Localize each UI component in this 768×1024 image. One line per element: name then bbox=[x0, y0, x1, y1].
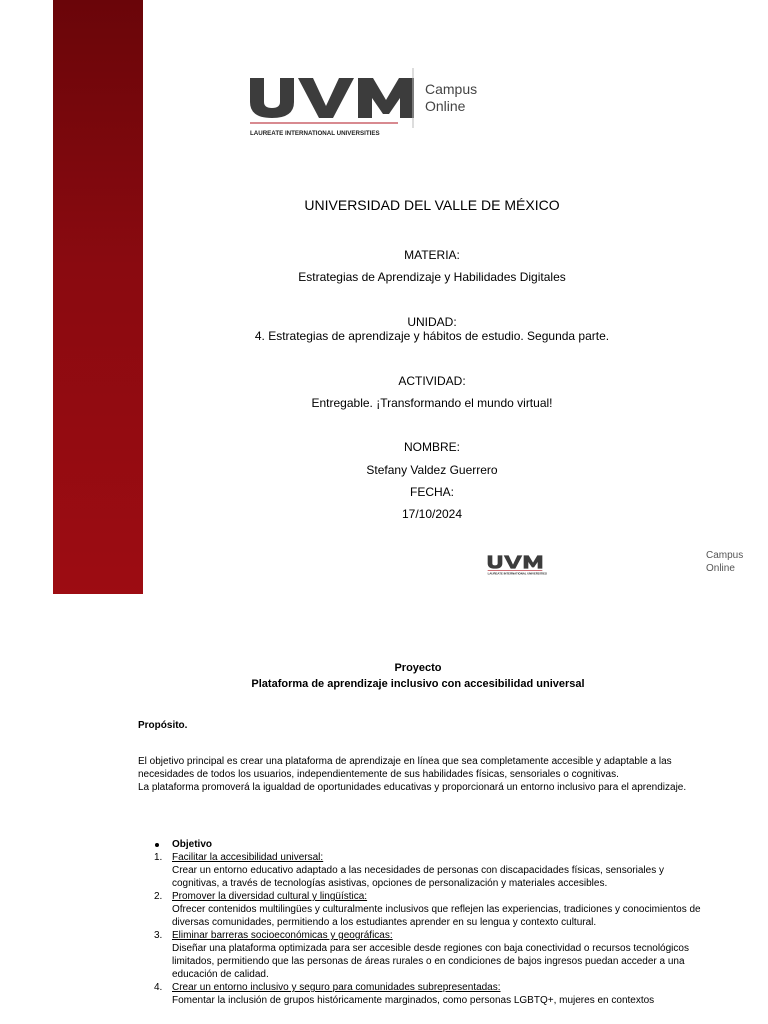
purpose-paragraph-2: La plataforma promoverá la igualdad de oportunidades educativas y proporcionará un entorno inclusivo para el aprendizaje. bbox=[138, 782, 687, 793]
list-item-title: Eliminar barreras socioeconómicas y geográficas: bbox=[172, 930, 393, 941]
project-heading: Proyecto bbox=[394, 662, 442, 674]
objectives-list bbox=[138, 838, 708, 1007]
list-item-title: Promover la diversidad cultural y lingüística: bbox=[172, 891, 368, 902]
list-number: 2. bbox=[154, 891, 163, 902]
red-side-bar bbox=[53, 0, 143, 594]
campus-online-small-label bbox=[706, 549, 743, 575]
uvm-logo-small bbox=[487, 547, 567, 581]
list-item bbox=[138, 981, 708, 1007]
purpose-paragraph-1: El objetivo principal es crear una plataforma de aprendizaje en línea que sea completamente accesible y adaptable a las necesidades de todos los usuarios, independientemente de sus habilidades físicas, sensoriales o cognitivas. bbox=[138, 756, 672, 780]
project-title: Plataforma de aprendizaje inclusivo con accesibilidad universal bbox=[251, 678, 585, 690]
actividad-value: Entregable. ¡Transformando el mundo virtual! bbox=[311, 396, 553, 410]
list-item bbox=[138, 851, 708, 890]
list-number: 1. bbox=[154, 852, 163, 863]
purpose-label: Propósito. bbox=[138, 720, 188, 731]
campus-small-line-1: Campus bbox=[706, 550, 744, 561]
logo-tagline: LAUREATE INTERNATIONAL UNIVERSITIES bbox=[250, 130, 380, 137]
campus-small-line-2: Online bbox=[706, 563, 735, 574]
materia-label: MATERIA: bbox=[404, 248, 460, 262]
actividad-label: ACTIVIDAD: bbox=[398, 374, 466, 388]
list-item-text: Fomentar la inclusión de grupos históricamente marginados, como personas LGBTQ+, mujeres en contextos bbox=[172, 995, 655, 1006]
university-name: UNIVERSIDAD DEL VALLE DE MÉXICO bbox=[304, 197, 560, 213]
list-item-text: Crear un entorno educativo adaptado a las necesidades de personas con discapacidades físicas, sensoriales y cognitivas, a través de tecnologías asistivas, opciones de personalización y materiales accesibles. bbox=[172, 865, 664, 889]
campus-line-1: Campus bbox=[425, 81, 478, 97]
fecha-label: FECHA: bbox=[409, 485, 454, 499]
objective-bullet-item bbox=[138, 838, 708, 851]
objective-label: Objetivo bbox=[172, 839, 213, 850]
list-item-text: Diseñar una plataforma optimizada para ser accesible desde regiones con baja conectividad o recursos tecnológicos limitados, permitiendo que las personas de áreas rurales o en condiciones de bajos ingresos puedan acceder a una educación de calidad. bbox=[172, 943, 689, 980]
unidad-label: UNIDAD: bbox=[407, 315, 457, 329]
unidad-value: 4. Estrategias de aprendizaje y hábitos de estudio. Segunda parte. bbox=[254, 329, 610, 343]
logo-small-tagline: LAUREATE INTERNATIONAL UNIVERSITIES bbox=[487, 571, 547, 576]
list-number: 3. bbox=[154, 930, 163, 941]
purpose-paragraph bbox=[138, 755, 708, 794]
list-number: 4. bbox=[154, 982, 163, 993]
nombre-value: Stefany Valdez Guerrero bbox=[366, 463, 498, 477]
materia-value: Estrategias de Aprendizaje y Habilidades Digitales bbox=[298, 270, 566, 284]
nombre-label: NOMBRE: bbox=[403, 440, 460, 454]
list-item bbox=[138, 890, 708, 929]
campus-online-label bbox=[425, 81, 477, 115]
list-item-title: Facilitar la accesibilidad universal: bbox=[172, 852, 324, 863]
list-item-text: Ofrecer contenidos multilingües y culturalmente inclusivos que reflejen las experiencias, tradiciones y conocimientos de diversas comunidades, permitiendo a los estudiantes aprender en su lengua y contexto cultural. bbox=[172, 904, 701, 928]
bullet-icon bbox=[155, 843, 159, 847]
fecha-value: 17/10/2024 bbox=[401, 507, 463, 521]
list-item-title: Crear un entorno inclusivo y seguro para comunidades subrepresentadas: bbox=[172, 982, 501, 993]
list-item bbox=[138, 929, 708, 981]
campus-line-2: Online bbox=[425, 98, 466, 114]
